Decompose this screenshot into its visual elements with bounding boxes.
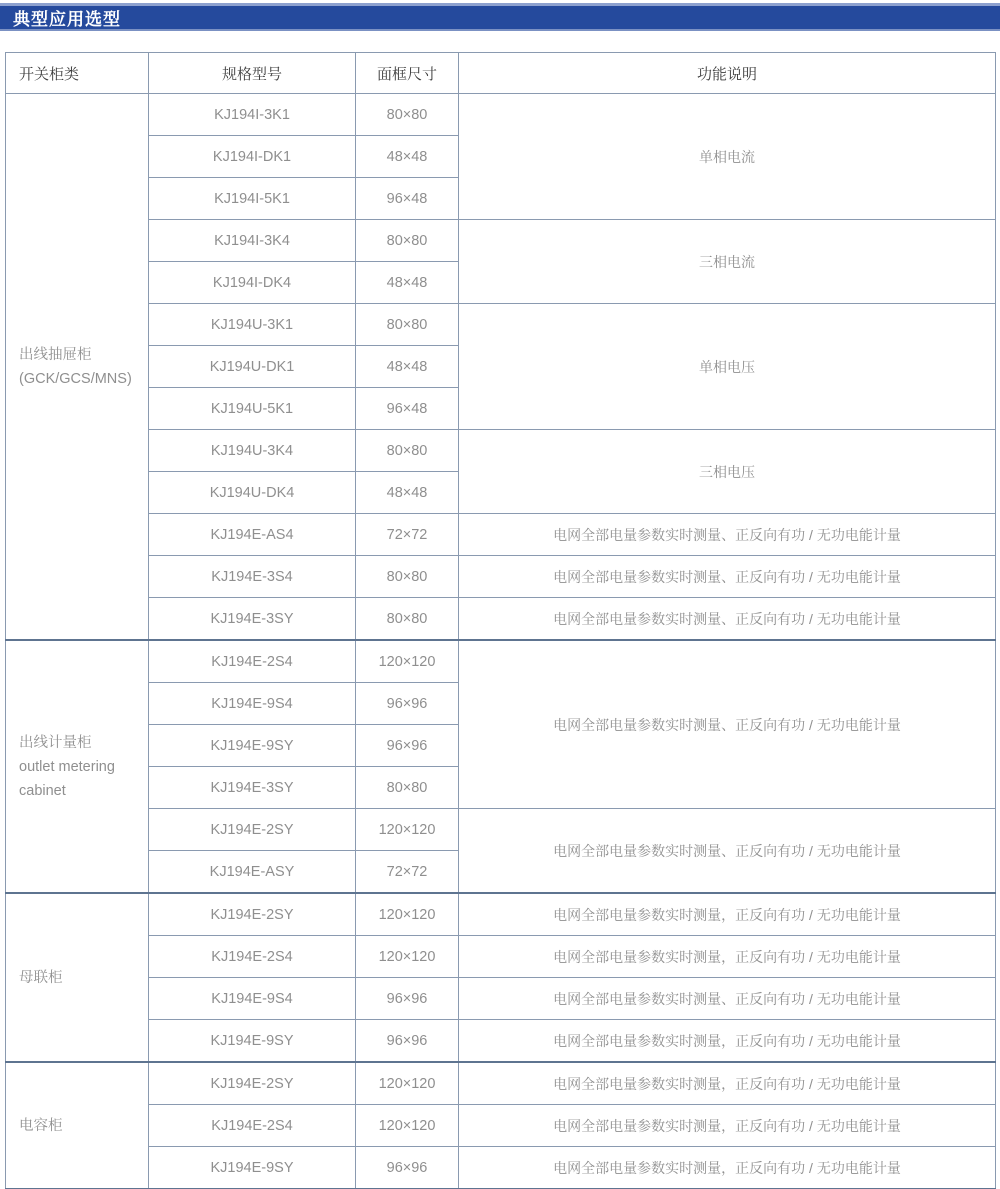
model-cell: KJ194U-DK4 <box>149 472 356 514</box>
table-row <box>6 556 996 598</box>
col-header-model: 规格型号 <box>149 53 356 94</box>
size-cell: 72×72 <box>356 514 459 556</box>
table-row <box>6 936 996 978</box>
model-cell: KJ194U-3K4 <box>149 430 356 472</box>
cabinet-name: 出线抽屉柜 <box>19 346 92 363</box>
size-cell: 48×48 <box>356 346 459 388</box>
model-cell: KJ194E-9SY <box>149 1020 356 1063</box>
cabinet-name: 电容柜 <box>19 1117 63 1134</box>
table-row <box>6 978 996 1020</box>
cabinet-cell <box>6 640 149 893</box>
size-cell: 96×96 <box>356 978 459 1020</box>
spec-table <box>5 52 996 1189</box>
col-header-function: 功能说明 <box>459 53 996 94</box>
table-row <box>6 220 996 262</box>
table-row <box>6 1062 996 1105</box>
cabinet-cell <box>6 1062 149 1189</box>
cabinet-cell <box>6 94 149 641</box>
model-cell: KJ194I-5K1 <box>149 178 356 220</box>
size-cell: 48×48 <box>356 262 459 304</box>
cabinet-name-sub: outlet metering <box>19 758 115 775</box>
model-cell: KJ194E-9S4 <box>149 978 356 1020</box>
cabinet-name: 母联柜 <box>19 969 63 986</box>
model-cell: KJ194U-3K1 <box>149 304 356 346</box>
function-cell: 电网全部电量参数实时测量，正反向有功 / 无功电能计量 <box>459 1020 996 1063</box>
table-row <box>6 1020 996 1063</box>
size-cell: 120×120 <box>356 936 459 978</box>
table-row <box>6 1147 996 1189</box>
function-cell: 单相电压 <box>459 304 996 430</box>
size-cell: 96×48 <box>356 388 459 430</box>
size-cell: 48×48 <box>356 472 459 514</box>
size-cell: 80×80 <box>356 767 459 809</box>
table-row <box>6 94 996 136</box>
function-cell: 电网全部电量参数实时测量、正反向有功 / 无功电能计量 <box>459 809 996 894</box>
size-cell: 80×80 <box>356 556 459 598</box>
table-row <box>6 809 996 851</box>
size-cell: 120×120 <box>356 1062 459 1105</box>
cabinet-name-sub: (GCK/GCS/MNS) <box>19 370 132 387</box>
table-row <box>6 304 996 346</box>
model-cell: KJ194I-DK1 <box>149 136 356 178</box>
col-header-size: 面框尺寸 <box>356 53 459 94</box>
model-cell: KJ194I-3K4 <box>149 220 356 262</box>
model-cell: KJ194U-5K1 <box>149 388 356 430</box>
function-cell: 电网全部电量参数实时测量，正反向有功 / 无功电能计量 <box>459 1105 996 1147</box>
section-title-bar <box>0 3 1000 31</box>
cabinet-name-sub: cabinet <box>19 782 66 799</box>
size-cell: 96×48 <box>356 178 459 220</box>
model-cell: KJ194E-3SY <box>149 767 356 809</box>
table-row <box>6 598 996 641</box>
model-cell: KJ194E-2SY <box>149 1062 356 1105</box>
size-cell: 80×80 <box>356 430 459 472</box>
size-cell: 120×120 <box>356 893 459 936</box>
size-cell: 96×96 <box>356 683 459 725</box>
cabinet-cell <box>6 893 149 1062</box>
model-cell: KJ194E-2S4 <box>149 936 356 978</box>
model-cell: KJ194U-DK1 <box>149 346 356 388</box>
model-cell: KJ194E-3S4 <box>149 556 356 598</box>
table-row <box>6 430 996 472</box>
table-row <box>6 893 996 936</box>
function-cell: 电网全部电量参数实时测量，正反向有功 / 无功电能计量 <box>459 1147 996 1189</box>
function-cell: 电网全部电量参数实时测量，正反向有功 / 无功电能计量 <box>459 893 996 936</box>
size-cell: 80×80 <box>356 598 459 641</box>
model-cell: KJ194E-2SY <box>149 893 356 936</box>
model-cell: KJ194E-2SY <box>149 809 356 851</box>
model-cell: KJ194E-9SY <box>149 725 356 767</box>
model-cell: KJ194E-9S4 <box>149 683 356 725</box>
table-row <box>6 640 996 683</box>
size-cell: 96×96 <box>356 1020 459 1063</box>
model-cell: KJ194E-2S4 <box>149 640 356 683</box>
size-cell: 96×96 <box>356 725 459 767</box>
model-cell: KJ194E-3SY <box>149 598 356 641</box>
function-cell: 电网全部电量参数实时测量、正反向有功 / 无功电能计量 <box>459 514 996 556</box>
model-cell: KJ194E-ASY <box>149 851 356 894</box>
function-cell: 电网全部电量参数实时测量、正反向有功 / 无功电能计量 <box>459 978 996 1020</box>
size-cell: 96×96 <box>356 1147 459 1189</box>
section-title: 典型应用选型 <box>13 10 121 29</box>
size-cell: 48×48 <box>356 136 459 178</box>
function-cell: 电网全部电量参数实时测量、正反向有功 / 无功电能计量 <box>459 598 996 641</box>
size-cell: 72×72 <box>356 851 459 894</box>
model-cell: KJ194E-2S4 <box>149 1105 356 1147</box>
col-header-cabinet: 开关柜类 <box>6 53 149 94</box>
header-row <box>6 53 996 94</box>
table-row <box>6 514 996 556</box>
size-cell: 80×80 <box>356 94 459 136</box>
model-cell: KJ194E-AS4 <box>149 514 356 556</box>
function-cell: 电网全部电量参数实时测量、正反向有功 / 无功电能计量 <box>459 640 996 809</box>
function-cell: 三相电压 <box>459 430 996 514</box>
function-cell: 三相电流 <box>459 220 996 304</box>
size-cell: 80×80 <box>356 220 459 262</box>
model-cell: KJ194E-9SY <box>149 1147 356 1189</box>
model-cell: KJ194I-DK4 <box>149 262 356 304</box>
model-cell: KJ194I-3K1 <box>149 94 356 136</box>
cabinet-name: 出线计量柜 <box>19 734 92 751</box>
size-cell: 120×120 <box>356 809 459 851</box>
function-cell: 电网全部电量参数实时测量，正反向有功 / 无功电能计量 <box>459 936 996 978</box>
size-cell: 80×80 <box>356 304 459 346</box>
function-cell: 电网全部电量参数实时测量、正反向有功 / 无功电能计量 <box>459 556 996 598</box>
function-cell: 电网全部电量参数实时测量，正反向有功 / 无功电能计量 <box>459 1062 996 1105</box>
size-cell: 120×120 <box>356 640 459 683</box>
size-cell: 120×120 <box>356 1105 459 1147</box>
function-cell: 单相电流 <box>459 94 996 220</box>
table-row <box>6 1105 996 1147</box>
